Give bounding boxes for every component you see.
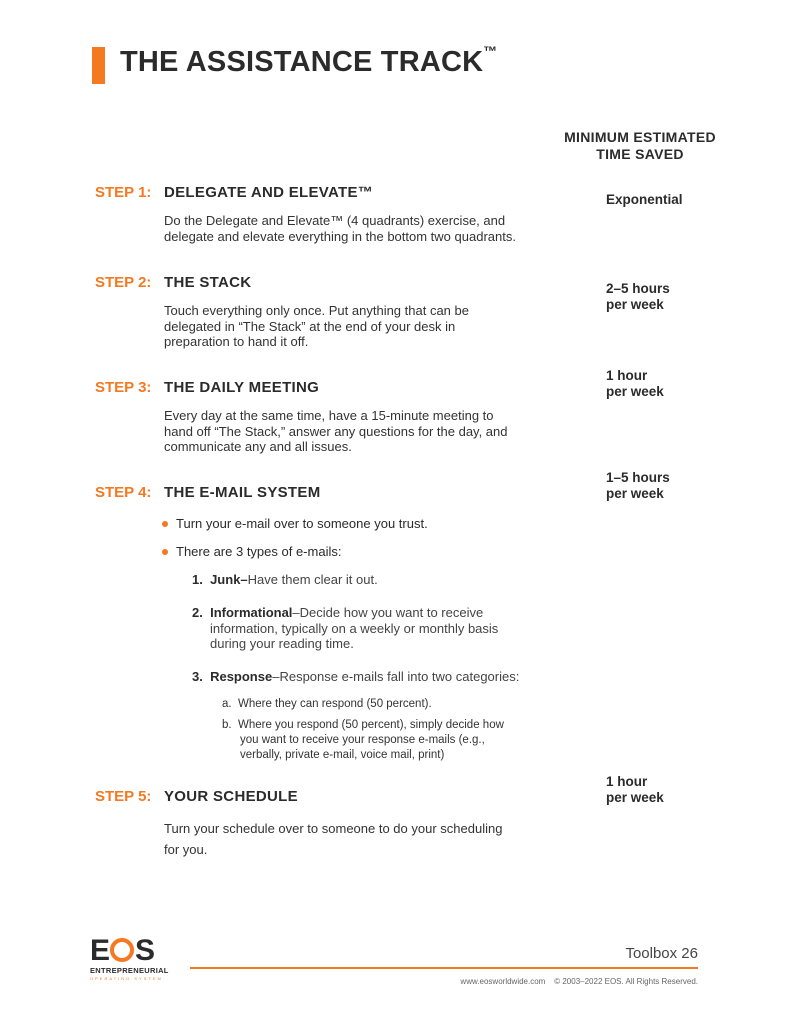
step-1-time-saved: Exponential bbox=[606, 192, 683, 207]
step-1-title: DELEGATE AND ELEVATE™ bbox=[164, 184, 374, 201]
response-item-a: a. Where they can respond (50 percent). bbox=[222, 698, 432, 710]
footer-divider bbox=[190, 967, 698, 969]
step-5-title: YOUR SCHEDULE bbox=[164, 788, 298, 805]
email-type-response: 3. Response–Response e-mails fall into two categories: bbox=[192, 669, 520, 684]
step-1-label: STEP 1: bbox=[95, 184, 152, 201]
email-type-junk: 1. Junk–Have them clear it out. bbox=[192, 572, 378, 587]
time-saved-column-header: MINIMUM ESTIMATED TIME SAVED bbox=[564, 129, 716, 162]
page-title: THE ASSISTANCE TRACK™ bbox=[120, 43, 498, 78]
title-accent-bar bbox=[92, 47, 105, 84]
website-link[interactable]: www.eosworldwide.com bbox=[460, 977, 546, 986]
step-4-label: STEP 4: bbox=[95, 484, 152, 501]
step-3-time-saved: 1 hour per week bbox=[606, 368, 664, 399]
step-4-title: THE E-MAIL SYSTEM bbox=[164, 484, 321, 501]
step-2-label: STEP 2: bbox=[95, 274, 152, 291]
footer-legal: www.eosworldwide.com © 2003–2022 EOS. All Rights Reserved. bbox=[460, 977, 698, 986]
bullet-dot-icon bbox=[162, 549, 168, 555]
bullet-dot-icon bbox=[162, 521, 168, 527]
step-5-label: STEP 5: bbox=[95, 788, 152, 805]
step-1-description: Do the Delegate and Elevate™ (4 quadrants) exercise, and delegate and elevate everything in the bottom two quadrants. bbox=[164, 213, 516, 244]
step-4-time-saved: 1–5 hours per week bbox=[606, 470, 670, 501]
email-type-informational: 2. Informational–Decide how you want to receive information, typically on a weekly or monthly basis during your reading time. bbox=[192, 605, 499, 651]
response-item-b: b. Where you respond (50 percent), simply decide how you want to receive your response e-mails (e.g., verbally, private e-mail, voice mail, print) bbox=[222, 719, 504, 761]
step-5-description: Turn your schedule over to someone to do your scheduling for you. bbox=[164, 821, 503, 857]
email-bullet-2: There are 3 types of e-mails: bbox=[162, 544, 341, 559]
step-2-time-saved: 2–5 hours per week bbox=[606, 281, 670, 312]
logo-circle-icon bbox=[110, 938, 134, 962]
email-bullet-1: Turn your e-mail over to someone you trust. bbox=[162, 516, 428, 531]
step-3-label: STEP 3: bbox=[95, 379, 152, 396]
step-3-title: THE DAILY MEETING bbox=[164, 379, 320, 396]
step-5-time-saved: 1 hour per week bbox=[606, 774, 664, 805]
step-3-description: Every day at the same time, have a 15-minute meeting to hand off “The Stack,” answer any questions for the day, and communicate any and all issues. bbox=[164, 408, 508, 454]
eos-logo: E S ENTREPRENEURIAL OPERATING SYSTEM bbox=[90, 934, 169, 981]
page-label: Toolbox 26 bbox=[625, 945, 698, 962]
step-2-description: Touch everything only once. Put anything that can be delegated in “The Stack” at the end of your desk in preparation to hand it off. bbox=[164, 303, 469, 349]
step-2-title: THE STACK bbox=[164, 274, 252, 291]
